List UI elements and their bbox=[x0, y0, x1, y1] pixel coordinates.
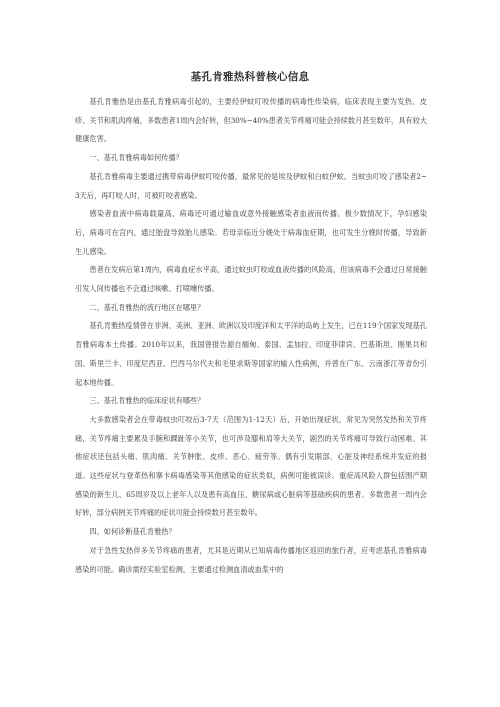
paragraph-transmission-1: 基孔肯雅病毒主要通过携带病毒伊蚊叮咬传播，最常见的是埃及伊蚊和白蚊伊蚊。当蚊虫叮咬了感染者2~3天后，再叮咬人时，可被叮咬者感染。 bbox=[75, 171, 427, 200]
document-title: 基孔肯雅热科普核心信息 bbox=[190, 71, 310, 83]
intro-paragraph: 基孔肯雅热是由基孔肯雅病毒引起的，主要经伊蚊叮咬传播的病毒性传染病，临床表现主要为发热、皮疹、关节和肌肉疼痛，多数患者1周内会好转，但30%~40%患者关节疼痛可能会持续数月甚至数年，具有较大健康危害。 bbox=[75, 97, 427, 144]
paragraph-transmission-3: 患者在发病后第1周内，病毒血症水平高，通过蚊虫叮咬或血液传播的风险高，但该病毒不会通过日常接触引发人间传播也不会通过咳嗽、打喷嚏传播。 bbox=[75, 265, 427, 294]
section-heading-transmission: 一、基孔肯雅病毒如何传播？ bbox=[89, 153, 183, 163]
section-heading-diagnosis: 四、如何诊断基孔肯雅热？ bbox=[89, 527, 176, 537]
paragraph-symptoms: 大多数感染者会在带毒蚊虫叮咬后3-7天（范围为1-12天）后，开始出现症状，常见为突然发热和关节疼痛，关节疼痛主要累及手腕和踝趾等小关节，也可涉及膝和肩等大关节，剧烈的关节疼痛可导致行动困难。其他症状还包括头痛、肌肉痛、关节肿胀、皮疹、恶心、疲劳等。偶有引发眼部、心脏及神经系统并发症的报道。这些症状与登革热和寨卡病毒感染等其他感染的症状类似，病例可能被误诊。重症高风险人群包括围产期感染的新生儿、65周岁及以上老年人以及患有高血压、糖尿病或心脏病等基础疾病的患者。多数患者一周内会好转，部分病例关节疼痛的症状可能会持续数月甚至数年。 bbox=[75, 414, 427, 518]
paragraph-transmission-2: 感染者血液中病毒载量高，病毒还可通过输血或意外接触感染者血液而传播。极少数情况下，孕妇感染后，病毒可在宫内，通过胎盘导致胎儿感染。若母亲临近分娩处于病毒血症期，也可发生分娩时传播，导致新生儿感染。 bbox=[75, 209, 427, 256]
paragraph-regions: 基孔肯雅热疫情曾在非洲、美洲、亚洲、欧洲以及印度洋和太平洋的岛屿上发生，已在119个国家发现基孔肯雅病毒本土传播。2010年以来，我国曾报告源自缅甸、泰国、孟加拉、印度菲律宾、巴基斯坦、刚果共和国、斯里兰卡、印度尼西亚、巴西马尔代夫和毛里求斯等国家的输入性病例，并曾在广东、云南浙江等省份引起本地传播。 bbox=[75, 321, 427, 387]
section-heading-regions: 二、基孔肯雅热的流行地区在哪里？ bbox=[89, 302, 205, 312]
section-heading-symptoms: 三、基孔肯雅热的临床症状有哪些？ bbox=[89, 396, 205, 406]
document-body bbox=[75, 93, 427, 579]
paragraph-diagnosis: 对于急性发热伴多关节疼痛的患者，尤其是近期从已知病毒传播地区返回的旅行者，应考虑基孔肯雅病毒感染的可能。确诊需经实验室检测，主要通过检测血清或血浆中的 bbox=[75, 545, 427, 574]
